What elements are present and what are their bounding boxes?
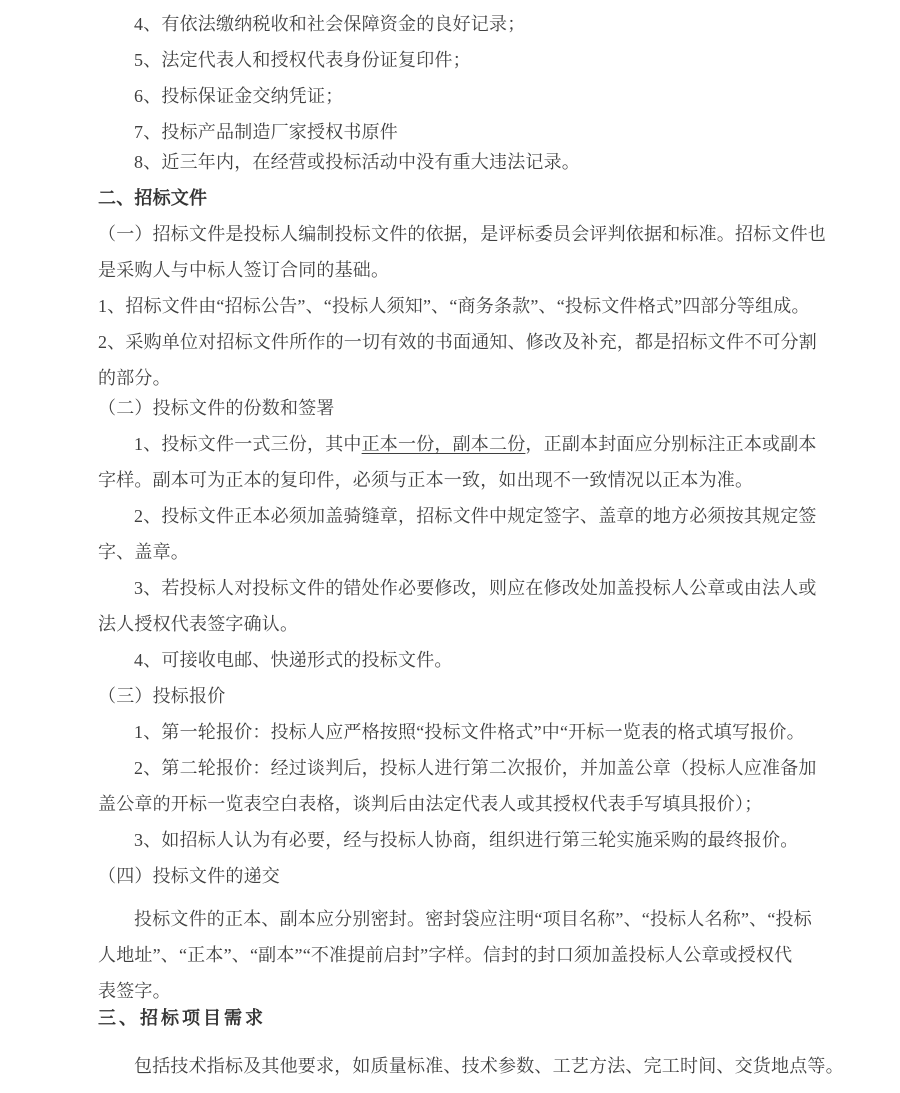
para-line: 是采购人与中标人签订合同的基础。 [98, 260, 390, 280]
para-line: 3、如招标人认为有必要，经与投标人协商，组织进行第三轮实施采购的最终报价。 [134, 830, 799, 850]
para-line: 的部分。 [98, 368, 171, 388]
para-line: 4、可接收电邮、快递形式的投标文件。 [134, 650, 453, 670]
list-item-5: 5、法定代表人和授权代表身份证复印件； [134, 50, 471, 70]
subsection-heading-3: （四）投标文件的递交 [98, 866, 280, 886]
list-item-7: 7、投标产品制造厂家授权书原件 [134, 122, 398, 142]
document-body [98, 6, 842, 1084]
para-line [98, 426, 842, 462]
para-line: 2、采购单位对招标文件所作的一切有效的书面通知、修改及补充，都是招标文件不可分割 [98, 332, 817, 352]
section-heading-2: 二、招标文件 [98, 188, 208, 208]
list-item-6: 6、投标保证金交纳凭证； [134, 86, 344, 106]
para-line: 1、招标文件由“招标公告”、“投标人须知”、“商务条款”、“投标文件格式”四部分等组成。 [98, 296, 810, 316]
para-line: 1、第一轮报价：投标人应严格按照“投标文件格式”中“开标一览表的格式填写报价。 [134, 722, 805, 742]
section-heading-3: 三、招标项目需求 [98, 1008, 266, 1028]
para-line: 2、投标文件正本必须加盖骑缝章，招标文件中规定签字、盖章的地方必须按其规定签 [134, 506, 817, 526]
text-segment: ，正副本封面应分别标注正本或副本 [525, 434, 817, 454]
subsection-heading-1: （二）投标文件的份数和签署 [98, 398, 335, 418]
para-line: 字、盖章。 [98, 542, 189, 562]
para-line: 3、若投标人对投标文件的错处作必要修改，则应在修改处加盖投标人公章或由法人或 [134, 578, 817, 598]
underlined-text: 正本一份，副本二份 [361, 434, 526, 454]
para-line: 包括技术指标及其他要求，如质量标准、技术参数、工艺方法、完工时间、交货地点等。 [134, 1056, 844, 1076]
subsection-heading-2: （三）投标报价 [98, 686, 226, 706]
para-line: 表签字。 [98, 981, 171, 1001]
list-item-4: 4、有依法缴纳税收和社会保障资金的良好记录； [134, 14, 526, 34]
para-line: 人地址”、“正本”、“副本”“不准提前启封”字样。信封的封口须加盖投标人公章或授权代 [98, 945, 793, 965]
para-line: 投标文件的正本、副本应分别密封。密封袋应注明“项目名称”、“投标人名称”、“投标 [134, 909, 812, 929]
para-line: （一）招标文件是投标人编制投标文件的依据，是评标委员会评判依据和标准。招标文件也 [98, 224, 826, 244]
text-segment: 1、投标文件一式三份，其中 [134, 434, 362, 454]
para-line: 法人授权代表签字确认。 [98, 614, 299, 634]
para-line: 字样。副本可为正本的复印件，必须与正本一致，如出现不一致情况以正本为准。 [98, 470, 754, 490]
para-line: 2、第二轮报价：经过谈判后，投标人进行第二次报价，并加盖公章（投标人应准备加 [134, 758, 817, 778]
para-line: 盖公章的开标一览表空白表格，谈判后由法定代表人或其授权代表手写填具报价）； [98, 794, 763, 814]
list-item-8: 8、近三年内，在经营或投标活动中没有重大违法记录。 [134, 152, 580, 172]
